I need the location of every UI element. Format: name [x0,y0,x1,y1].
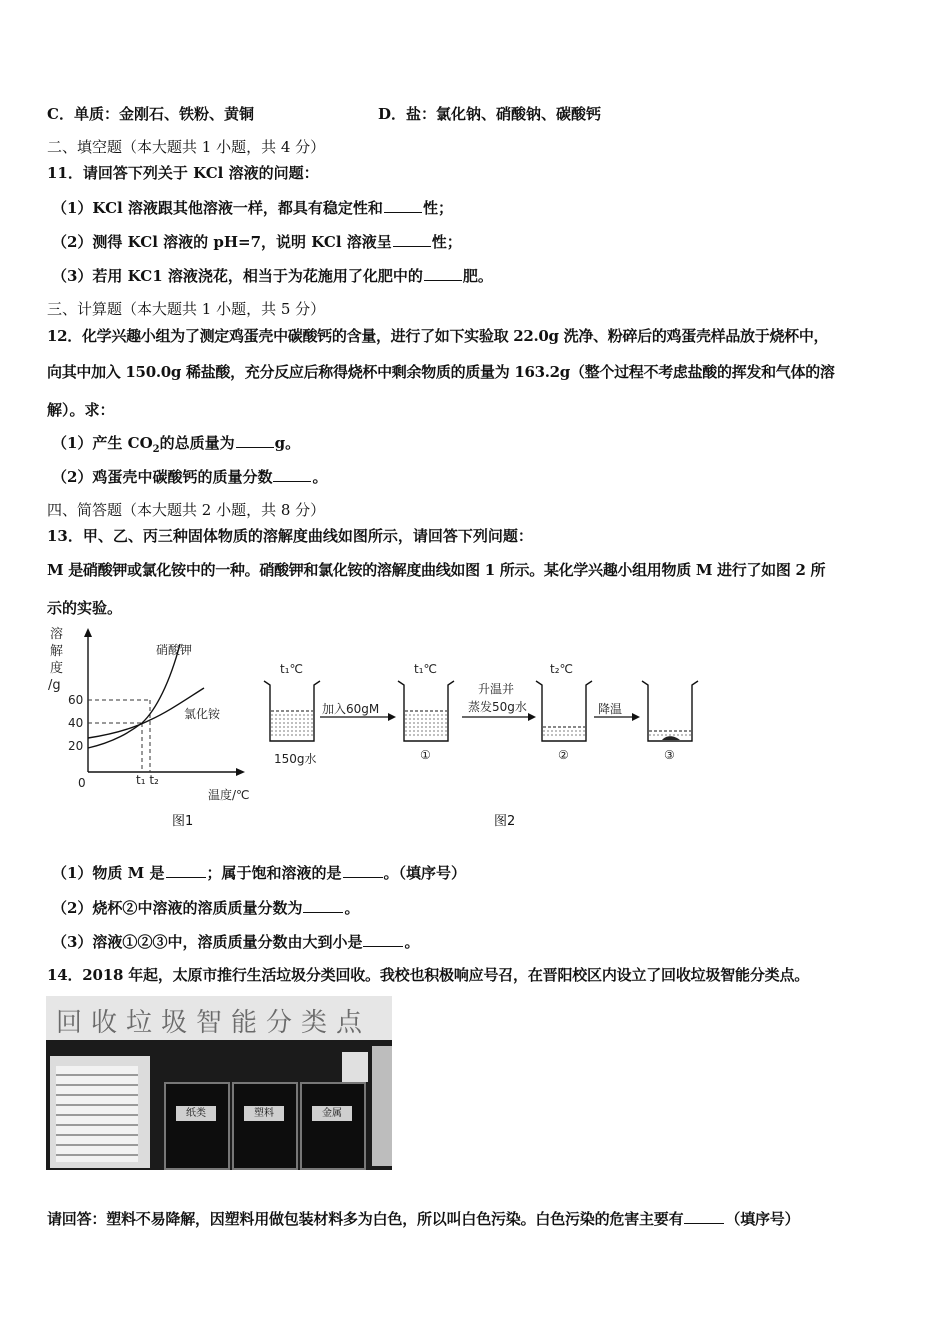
question-12-line-1: 12．化学兴趣小组为了测定鸡蛋壳中碳酸钙的含量，进行了如下实验取 22.0g 洗净、粉碎后的鸡蛋壳样品放于烧杯中， [47,327,829,345]
section-4-heading: 四、简答题（本大题共 2 小题，共 8 分） [47,501,326,519]
question-13: 13．甲、乙、丙三种固体物质的溶解度曲线如图所示，请回答下列问题： [47,527,533,545]
arrow-2-head [528,713,536,721]
side-panel [372,1046,392,1166]
question-14: 14．2018 年起，太原市推行生活垃圾分类回收。我校也积极响应号召，在晋阳校区内设立了回收垃圾智能分类点。 [47,966,810,984]
q11-3-text: （3）若用 KC1 溶液浇花，相当于为花施用了化肥中的 [52,267,423,285]
bin-metal [300,1082,366,1170]
q12-1-unit: g。 [274,434,301,452]
answer-blank[interactable] [384,198,422,213]
y-tick-20: 20 [68,739,84,753]
arrow-1-label: 加入60gM [322,702,380,716]
q12-part-2 [52,466,327,487]
beaker-0 [264,681,320,741]
bin-plastic [232,1082,298,1170]
beaker-1 [398,681,454,741]
photo-banner-text: 回收垃圾智能分类点 [56,1008,372,1038]
kiosk-shelves [56,1066,138,1162]
bin-tag-paper: 纸类 [176,1106,216,1121]
figure-1 [44,624,264,834]
question-12-line-2: 向其中加入 150.0g 稀盐酸，充分反应后称得烧杯中剩余物质的质量为 163.2g（整个过程不考虑盐酸的挥发和气体的溶 [47,363,835,381]
answer-blank[interactable] [303,898,343,913]
q13-3-end: 。 [404,933,420,951]
q12-2-end: 。 [312,468,328,486]
question-13-m-line-1: M 是硝酸钾或氯化铵中的一种。硝酸钾和氯化铵的溶解度曲线如图 1 所示。某化学兴趣小组用物质 M 进行了如图 2 所 [47,561,826,579]
info-sign [342,1052,368,1082]
x-axis-label: 温度/℃ [208,788,250,802]
section-2-heading: 二、填空题（本大题共 1 小题，共 4 分） [47,138,326,156]
q11-part-1 [52,197,453,218]
q13-part-1 [52,862,466,883]
answer-blank[interactable] [424,266,462,281]
figure-2 [256,655,716,835]
q13-1-text: （1）物质 M 是 [52,864,165,882]
recycling-point-photo [46,996,392,1170]
temp-label-beaker2: t₂℃ [550,662,573,676]
beaker-1-label: ① [420,748,431,762]
q13-1-end: 。（填序号） [383,864,467,882]
q11-2-end: 性； [431,233,462,251]
origin-label: 0 [78,776,86,790]
q13-1-text2: ；属于饱和溶液的是 [206,864,342,882]
beaker-2 [536,681,592,741]
arrow-3-head [632,713,640,721]
arrow-3-label: 降温 [598,702,623,716]
q12-1-subscript: 2 [152,444,160,455]
question-11: 11．请回答下列关于 KCl 溶液的问题： [47,164,319,182]
bin-tag-metal: 金属 [312,1106,352,1121]
y-label-1: 溶 [50,627,64,642]
y-tick-40: 40 [68,716,84,730]
q13-part-2 [52,897,359,918]
bin-tag-plastic: 塑料 [244,1106,284,1121]
beaker-3 [642,681,698,741]
figure-2-caption: 图2 [494,814,516,829]
answer-blank[interactable] [393,232,431,247]
answer-blank[interactable] [363,932,403,947]
beaker-0-label: 150g水 [274,752,317,766]
crystals [662,736,680,740]
arrow-2-label-1: 升温并 [478,682,515,696]
q11-3-end: 肥。 [462,267,493,285]
q12-2-text: （2）鸡蛋壳中碳酸钙的质量分数 [52,468,273,486]
beaker-3-label: ③ [664,748,675,762]
q13-3-text: （3）溶液①②③中，溶质质量分数由大到小是 [52,933,363,951]
temp-label-beaker1: t₁℃ [414,662,437,676]
y-label-2: 解 [50,644,64,659]
q12-part-1 [52,432,300,455]
section-3-heading: 三、计算题（本大题共 1 小题，共 5 分） [47,300,326,318]
q11-1-text: （1）KCl 溶液跟其他溶液一样，都具有稳定性和 [52,199,383,217]
y-label-3: 度 [50,661,64,676]
q13-2-end: 。 [344,899,360,917]
q13-2-text: （2）烧杯②中溶液的溶质质量分数为 [52,899,303,917]
bin-paper [164,1082,230,1170]
q12-1-text2: 的总质量为 [159,434,235,452]
q14-prompt-end: （填序号） [725,1210,800,1228]
answer-blank[interactable] [273,467,311,482]
q14-prompt-text: 请回答：塑料不易降解，因塑料用做包装材料多为白色，所以叫白色污染。白色污染的危害主要有 [47,1210,684,1228]
x-axis-arrow [236,768,245,776]
q12-1-text: （1）产生 CO [52,434,153,452]
q11-part-2 [52,231,462,252]
q11-2-text: （2）测得 KCl 溶液的 pH=7，说明 KCl 溶液呈 [52,233,392,251]
q11-1-end: 性； [422,199,453,217]
question-14-answer-prompt [47,1208,799,1229]
y-tick-60: 60 [68,693,84,707]
arrow-2-label-2: 蒸发50g水 [468,700,527,714]
q11-part-3 [52,265,493,286]
experiment-diagram [256,655,716,785]
beaker-2-label: ② [558,748,569,762]
question-12-line-3: 解）。求： [47,401,115,419]
y-label-4: /g [48,678,61,693]
temp-label-beaker0: t₁℃ [280,662,303,676]
x-ticks-t1-t2: t₁ t₂ [136,773,159,787]
answer-blank[interactable] [343,863,383,878]
answer-blank[interactable] [684,1209,724,1224]
option-c: C．单质：金刚石、铁粉、黄铜 [47,105,254,123]
option-d: D．盐：氯化钠、硝酸钠、碳酸钙 [378,105,602,123]
photo-banner [46,996,392,1040]
q13-part-3 [52,931,419,952]
curve-label-kno3: 硝酸钾 [156,643,193,657]
question-13-m-line-2: 示的实验。 [47,599,123,617]
answer-blank[interactable] [166,863,206,878]
arrow-1-head [388,713,396,721]
solubility-chart [44,624,264,834]
y-axis-arrow [84,628,92,637]
kno3-curve [88,644,180,748]
curve-label-nh4cl: 氯化铵 [184,707,221,721]
figure-1-caption: 图1 [172,814,194,829]
answer-blank[interactable] [236,433,274,448]
